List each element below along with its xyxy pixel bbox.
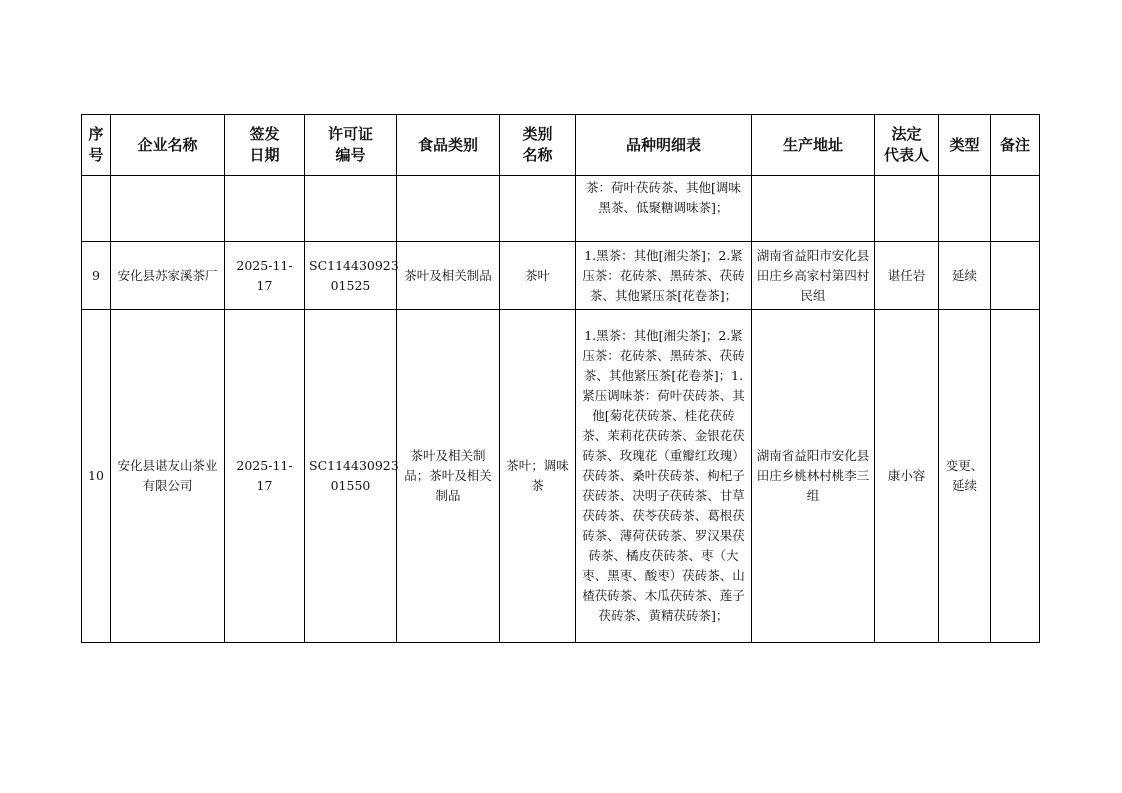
cell-issue-date bbox=[225, 176, 305, 242]
cell-issue-date: 2025-11-17 bbox=[225, 310, 305, 643]
table-row bbox=[82, 176, 1040, 242]
cell-remark bbox=[991, 176, 1040, 242]
cell-license-no: SC114430923 01525 bbox=[305, 242, 397, 310]
cell-company bbox=[111, 176, 225, 242]
cell-address: 湖南省益阳市安化县田庄乡高家村第四村民组 bbox=[752, 242, 875, 310]
cell-category-name: 茶叶 bbox=[500, 242, 576, 310]
table-row bbox=[82, 310, 1040, 643]
cell-type bbox=[939, 176, 991, 242]
header-legal-rep: 法定 代表人 bbox=[875, 115, 939, 176]
cell-license-no: SC114430923 01550 bbox=[305, 310, 397, 643]
cell-remark bbox=[991, 310, 1040, 643]
cell-food-category bbox=[397, 176, 500, 242]
cell-remark bbox=[991, 242, 1040, 310]
table-row bbox=[82, 242, 1040, 310]
cell-company: 安化县谌友山茶业有限公司 bbox=[111, 310, 225, 643]
header-company: 企业名称 bbox=[111, 115, 225, 176]
cell-type: 延续 bbox=[939, 242, 991, 310]
cell-legal-rep: 谌任岩 bbox=[875, 242, 939, 310]
header-issue-date: 签发 日期 bbox=[225, 115, 305, 176]
cell-legal-rep bbox=[875, 176, 939, 242]
cell-seq: 10 bbox=[82, 310, 111, 643]
cell-address: 湖南省益阳市安化县田庄乡桃林村桃李三组 bbox=[752, 310, 875, 643]
cell-category-name bbox=[500, 176, 576, 242]
header-license-no: 许可证 编号 bbox=[305, 115, 397, 176]
header-food-category: 食品类别 bbox=[397, 115, 500, 176]
header-remark: 备注 bbox=[991, 115, 1040, 176]
cell-issue-date: 2025-11-17 bbox=[225, 242, 305, 310]
cell-company: 安化县苏家溪茶厂 bbox=[111, 242, 225, 310]
header-row bbox=[82, 115, 1040, 176]
cell-address bbox=[752, 176, 875, 242]
cell-legal-rep: 康小容 bbox=[875, 310, 939, 643]
cell-variety-detail: 1.黑茶：其他[湘尖茶]；2.紧压茶：花砖茶、黑砖茶、茯砖茶、其他紧压茶[花卷茶]；1.紧压调味茶：荷叶茯砖茶、其他[菊花茯砖茶、桂花茯砖茶、茉莉花茯砖茶、金银花茯砖茶、玫瑰花（重瓣红玫瑰）茯砖茶、桑叶茯砖茶、枸杞子茯砖茶、决明子茯砖茶、甘草茯砖茶、茯苓茯砖茶、葛根茯砖茶、薄荷茯砖茶、罗汉果茯砖茶、橘皮茯砖茶、枣（大枣、黑枣、酸枣）茯砖茶、山楂茯砖茶、木瓜茯砖茶、莲子茯砖茶、黄精茯砖茶]； bbox=[576, 310, 752, 643]
header-seq: 序 号 bbox=[82, 115, 111, 176]
header-variety-detail: 品种明细表 bbox=[576, 115, 752, 176]
cell-type: 变更、延续 bbox=[939, 310, 991, 643]
cell-seq: 9 bbox=[82, 242, 111, 310]
cell-variety-detail: 茶：荷叶茯砖茶、其他[调味黑茶、低聚糖调味茶]； bbox=[576, 176, 752, 242]
cell-food-category: 茶叶及相关制品；茶叶及相关制品 bbox=[397, 310, 500, 643]
header-category-name: 类别 名称 bbox=[500, 115, 576, 176]
header-address: 生产地址 bbox=[752, 115, 875, 176]
cell-food-category: 茶叶及相关制品 bbox=[397, 242, 500, 310]
license-table bbox=[81, 114, 1040, 643]
cell-seq bbox=[82, 176, 111, 242]
cell-variety-detail: 1.黑茶：其他[湘尖茶]；2.紧压茶：花砖茶、黑砖茶、茯砖茶、其他紧压茶[花卷茶]； bbox=[576, 242, 752, 310]
header-type: 类型 bbox=[939, 115, 991, 176]
cell-license-no bbox=[305, 176, 397, 242]
cell-category-name: 茶叶；调味茶 bbox=[500, 310, 576, 643]
